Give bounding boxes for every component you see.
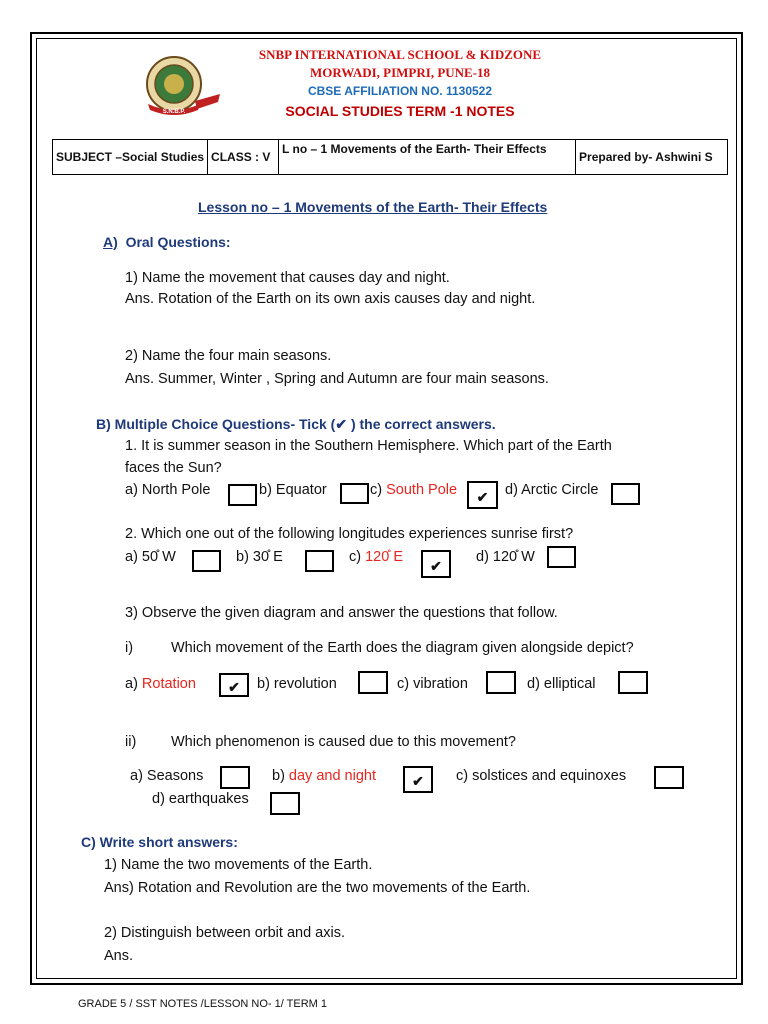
mcq-2-checkbox-c-ticked[interactable]: ✔ xyxy=(421,550,451,578)
mcq-1-line-2: faces the Sun? xyxy=(125,460,222,476)
mcq-2-option-d: d) 120̊ W xyxy=(476,549,535,565)
mcq-3-question: 3) Observe the given diagram and answer the questions that follow. xyxy=(125,605,558,621)
mcq-1-checkbox-b[interactable] xyxy=(340,483,369,504)
mcq-2-question: 2. Which one out of the following longitudes experiences sunrise first? xyxy=(125,526,574,542)
affiliation: CBSE AFFILIATION NO. 1130522 xyxy=(307,84,493,98)
mcq-2-checkbox-a[interactable] xyxy=(192,550,221,572)
short-answer-1: Ans) Rotation and Revolution are the two movements of the Earth. xyxy=(104,880,531,896)
mcq-2-option-c: c) 120̊ E xyxy=(349,549,404,565)
oral-question-1: 1) Name the movement that causes day and night. xyxy=(125,270,450,286)
section-a-heading: A) Oral Questions: xyxy=(103,234,231,250)
mcq-1-checkbox-d[interactable] xyxy=(611,483,640,505)
mcq-1-line-1: 1. It is summer season in the Southern Hemisphere. Which part of the Earth xyxy=(125,438,612,454)
page-footer: GRADE 5 / SST NOTES /LESSON NO- 1/ TERM 1 xyxy=(78,998,327,1010)
notes-title: SOCIAL STUDIES TERM -1 NOTES xyxy=(285,103,515,119)
oral-answer-1: Ans. Rotation of the Earth on its own axis causes day and night. xyxy=(125,291,536,307)
mcq-3i-checkbox-a-ticked[interactable]: ✔ xyxy=(219,673,249,697)
school-name: SNBP INTERNATIONAL SCHOOL & KIDZONE xyxy=(258,47,542,62)
mcq-3i-checkbox-d[interactable] xyxy=(618,671,648,694)
mcq-3i-option-d: d) elliptical xyxy=(527,676,596,692)
info-table xyxy=(52,139,728,175)
short-answer-2: Ans. xyxy=(104,948,134,964)
mcq-3i-checkbox-b[interactable] xyxy=(358,671,388,694)
mcq-1-option-d: d) Arctic Circle xyxy=(505,482,599,498)
mcq-1-option-c: c) South Pole xyxy=(370,482,458,498)
school-address: MORWADI, PIMPRI, PUNE-18 xyxy=(309,65,491,80)
mcq-3ii-checkbox-a[interactable] xyxy=(220,766,250,789)
mcq-3ii-checkbox-d[interactable] xyxy=(270,792,300,815)
mcq-1-option-b: b) Equator xyxy=(259,482,327,498)
subject-cell: SUBJECT –Social Studies xyxy=(53,140,208,175)
mcq-3ii-option-b: b) day and night xyxy=(272,768,376,784)
mcq-2-checkbox-b[interactable] xyxy=(305,550,334,572)
mcq-2-checkbox-d[interactable] xyxy=(547,546,576,568)
lesson-title: Lesson no – 1 Movements of the Earth- Their Effects xyxy=(198,199,548,215)
mcq-3ii-option-a: a) Seasons xyxy=(130,768,204,784)
mcq-1-option-a: a) North Pole xyxy=(125,482,211,498)
short-question-1: 1) Name the two movements of the Earth. xyxy=(104,857,373,873)
mcq-3i-checkbox-c[interactable] xyxy=(486,671,516,694)
mcq-1-checkbox-c-ticked[interactable]: ✔ xyxy=(467,481,498,509)
mcq-2-option-a: a) 50̊ W xyxy=(125,549,176,565)
section-b-heading: B) Multiple Choice Questions- Tick (✔ ) the correct answers. xyxy=(96,416,496,432)
oral-question-2: 2) Name the four main seasons. xyxy=(125,348,332,364)
mcq-3i-option-a: a) Rotation xyxy=(125,676,196,692)
mcq-3ii-checkbox-b-ticked[interactable]: ✔ xyxy=(403,766,433,793)
mcq-2-option-b: b) 30̊ E xyxy=(236,549,283,565)
section-c-heading: C) Write short answers: xyxy=(81,834,238,850)
short-question-2: 2) Distinguish between orbit and axis. xyxy=(104,925,345,941)
mcq-3i-option-b: b) revolution xyxy=(257,676,337,692)
prepared-by-cell: Prepared by- Ashwini S xyxy=(576,140,728,175)
mcq-3ii-checkbox-c[interactable] xyxy=(654,766,684,789)
mcq-3i-number: i) xyxy=(125,640,134,656)
mcq-3ii-option-d: d) earthquakes xyxy=(152,791,249,807)
mcq-3ii-option-c: c) solstices and equinoxes xyxy=(456,768,627,784)
mcq-1-checkbox-a[interactable] xyxy=(228,484,257,506)
svg-text:S.N.B.P.: S.N.B.P. xyxy=(162,109,186,115)
mcq-3ii-question: Which phenomenon is caused due to this movement? xyxy=(171,734,516,750)
mcq-3i-question: Which movement of the Earth does the diagram given alongside depict? xyxy=(171,640,634,656)
mcq-3ii-number: ii) xyxy=(125,734,137,750)
lesson-cell: L no – 1 Movements of the Earth- Their Effects xyxy=(279,140,576,175)
class-cell: CLASS : V xyxy=(208,140,279,175)
oral-answer-2: Ans. Summer, Winter , Spring and Autumn are four main seasons. xyxy=(125,371,549,387)
mcq-3i-option-c: c) vibration xyxy=(397,676,468,692)
